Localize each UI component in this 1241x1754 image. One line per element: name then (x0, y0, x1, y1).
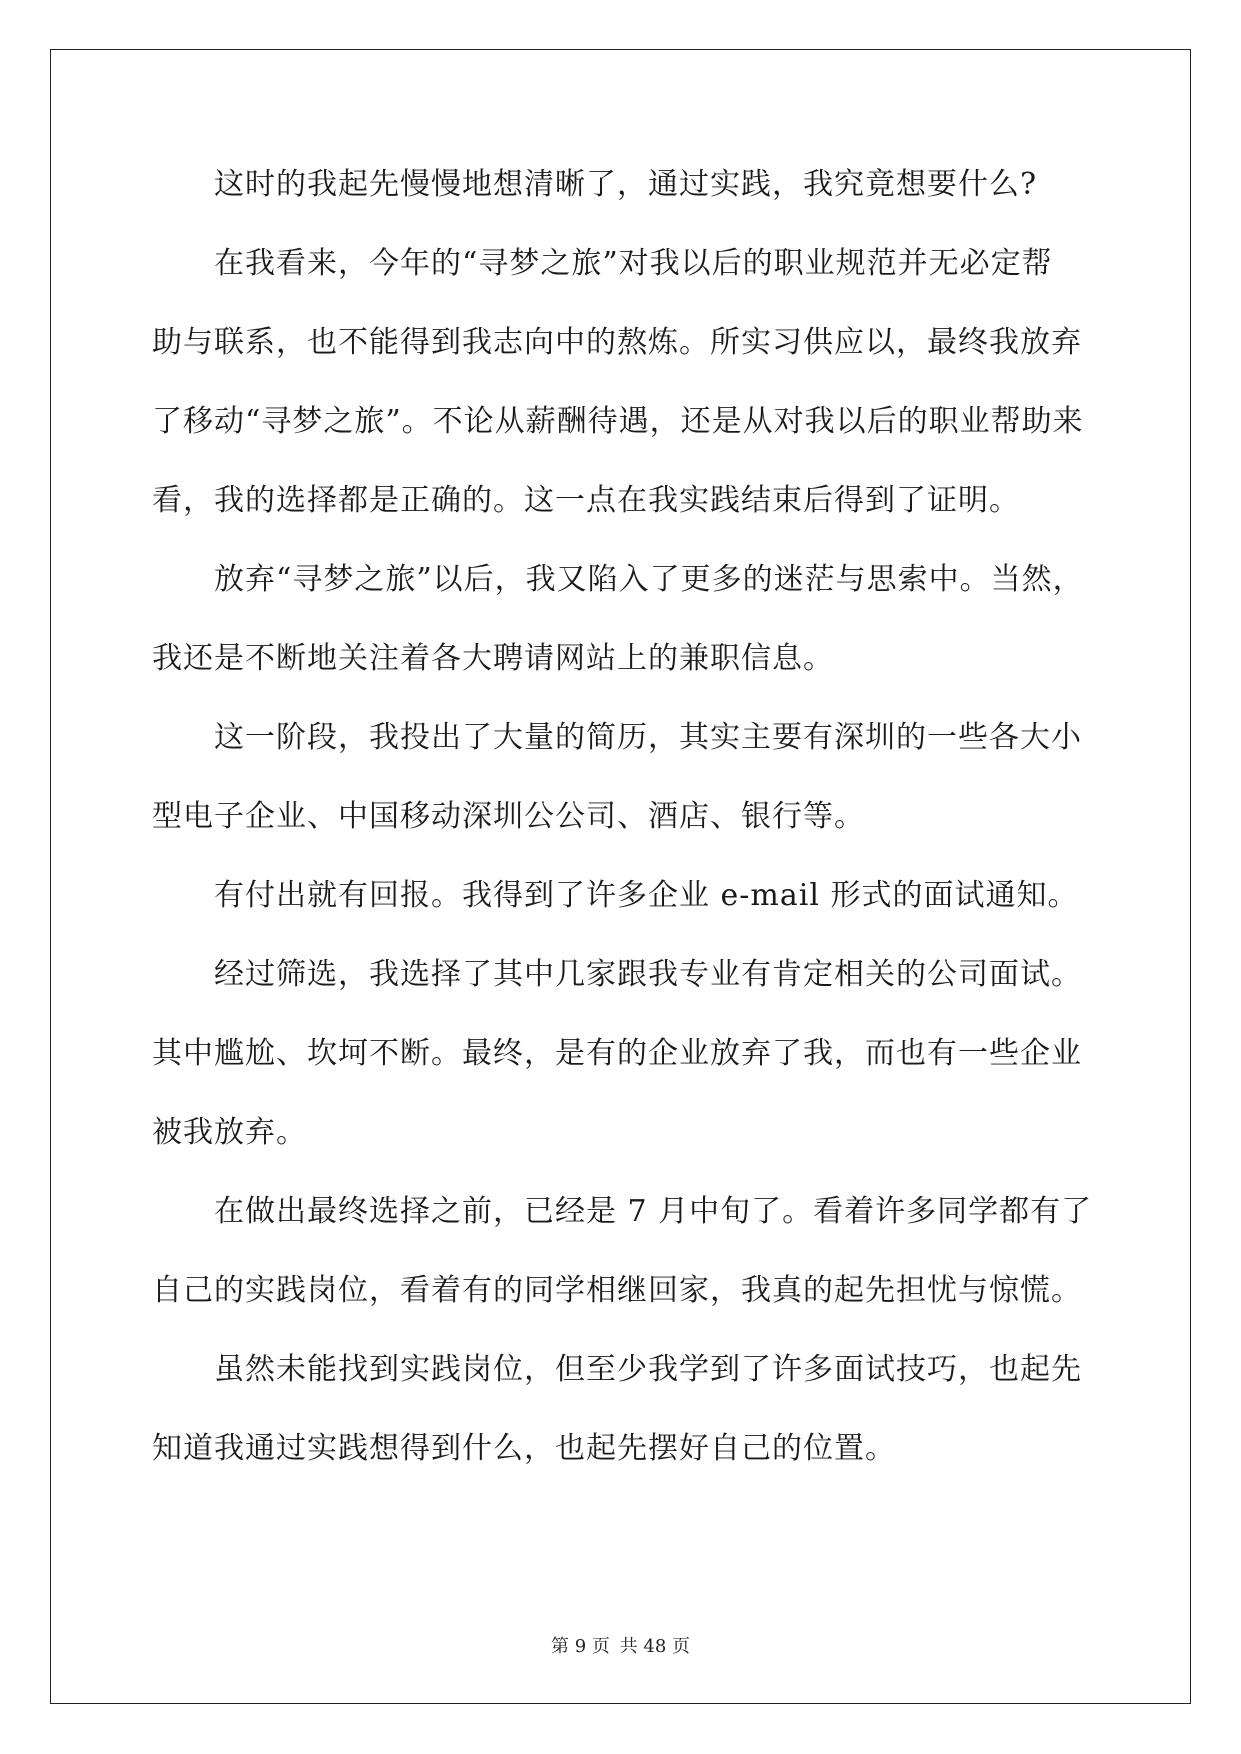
paragraph-line: 看，我的选择都是正确的。这一点在我实践结束后得到了证明。 (152, 483, 1020, 518)
paragraph-line: 自己的实践岗位，看着有的同学相继回家，我真的起先担忧与惊慌。 (152, 1273, 1082, 1308)
page-footer (0, 1632, 1241, 1658)
paragraph-line: 虽然未能找到实践岗位，但至少我学到了许多面试技巧，也起先 (214, 1352, 1082, 1387)
paragraph-line: 在做出最终选择之前，已经是 7 月中旬了。看着许多同学都有了 (214, 1194, 1093, 1229)
paragraph-line: 被我放弃。 (152, 1115, 307, 1150)
paragraph-line: 放弃“寻梦之旅”以后，我又陷入了更多的迷茫与思索中。当然， (214, 562, 1084, 597)
paragraph-line: 型电子企业、中国移动深圳公公司、酒店、银行等。 (152, 799, 865, 834)
paragraph-line: 经过筛选，我选择了其中几家跟我专业有肯定相关的公司面试。 (214, 957, 1082, 992)
paragraph-line: 在我看来，今年的“寻梦之旅”对我以后的职业规范并无必定帮 (214, 246, 1053, 281)
paragraph-line: 知道我通过实践想得到什么，也起先摆好自己的位置。 (152, 1431, 896, 1466)
paragraph-line: 我还是不断地关注着各大聘请网站上的兼职信息。 (152, 641, 834, 676)
paragraph-line: 其中尴尬、坎坷不断。最终，是有的企业放弃了我，而也有一些企业 (152, 1036, 1082, 1071)
paragraph-line: 助与联系，也不能得到我志向中的熬炼。所实习供应以，最终我放弃 (152, 325, 1082, 360)
paragraph-line: 了移动“寻梦之旅”。不论从薪酬待遇，还是从对我以后的职业帮助来 (152, 404, 1084, 439)
paragraph-line: 有付出就有回报。我得到了许多企业 e-mail 形式的面试通知。 (214, 878, 1079, 913)
page-number: 第 9 页 (551, 1636, 610, 1657)
paragraph-line: 这时的我起先慢慢地想清晰了，通过实践，我究竟想要什么? (214, 167, 1038, 202)
paragraph-line: 这一阶段，我投出了大量的简历，其实主要有深圳的一些各大小 (214, 720, 1082, 755)
page-total: 共 48 页 (619, 1636, 690, 1657)
